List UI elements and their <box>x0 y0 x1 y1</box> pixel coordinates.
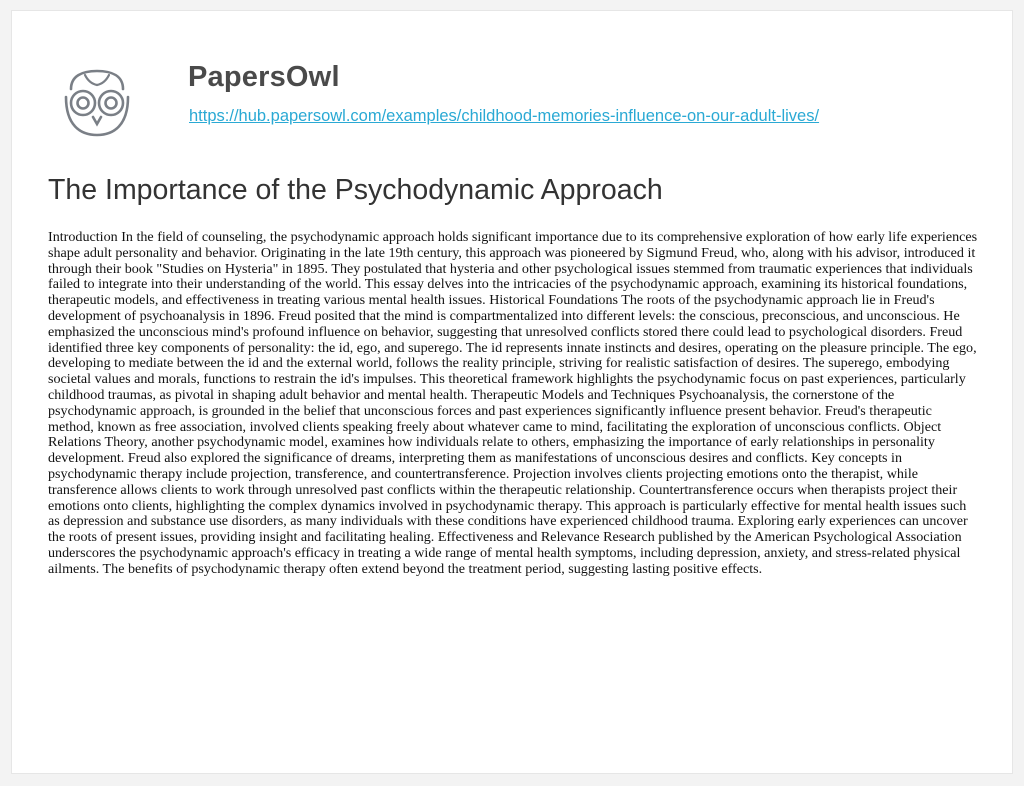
article-body: Introduction In the field of counseling, the psychodynamic approach holds significant importance due to its comprehensive exploration of how early life experiences shape adult personality and behavior. Originating in the late 19th century, this approach was pioneered by Sigmund Freud, who, along with his advisor, introduced it through their book "Studies on Hysteria" in 1895. They postulated that hysteria and other psychological issues stemmed from traumatic experiences that individuals failed to integrate into their understanding of the world. This essay delves into the intricacies of the psychodynamic approach, examining its historical foundations, therapeutic models, and effectiveness in treating various mental health issues. Historical Foundations The roots of the psychodynamic approach lie in Freud's development of psychoanalysis in 1896. Freud posited that the mind is compartmentalized into different levels: the conscious, preconscious, and unconscious. He emphasized the unconscious mind's profound influence on behavior, suggesting that unresolved conflicts stored there could lead to psychological disorders. Freud identified three key components of personality: the id, ego, and superego. The id represents innate instincts and desires, operating on the pleasure principle. The ego, developing to mediate between the id and the external world, follows the reality principle, striving for realistic satisfaction of desires. The superego, embodying societal values and morals, functions to restrain the id's impulses. This theoretical framework highlights the psychodynamic focus on past experiences, particularly childhood traumas, as pivotal in shaping adult behavior and mental health. Therapeutic Models and Techniques Psychoanalysis, the cornerstone of the psychodynamic approach, is grounded in the belief that unconscious forces and past experiences significantly influence present behavior. Freud's therapeutic method, known as free association, involved clients speaking freely about whatever came to mind, facilitating the exploration of unconscious conflicts. Object Relations Theory, another psychodynamic model, examines how individuals relate to others, emphasizing the importance of early relationships in personality development. Freud also explored the significance of dreams, interpreting them as manifestations of unconscious desires and conflicts. Key concepts in psychodynamic therapy include projection, transference, and countertransference. Projection involves clients projecting emotions onto the therapist, while transference allows clients to work through unresolved past conflicts within the therapeutic relationship. Countertransference occurs when therapists project their emotions onto clients, highlighting the complex dynamics involved in psychodynamic therapy. This approach is particularly effective for mental health issues such as depression and substance use disorders, as many individuals with these conditions have experienced childhood trauma. Exploring early experiences can uncover the roots of present issues, providing insight and facilitating healing. Effectiveness and Relevance Research published by the American Psychological Association underscores the psychodynamic approach's efficacy in treating a wide range of mental health symptoms, including depression, anxiety, and stress-related physical ailments. The benefits of psychodynamic therapy often extend beyond the treatment period, suggesting lasting positive effects. <box>48 229 978 577</box>
brand-name[interactable]: PapersOwl <box>188 61 340 93</box>
source-url-link[interactable]: https://hub.papersowl.com/examples/childhood-memories-influence-on-our-adult-lives/ <box>189 107 820 125</box>
page-title: The Importance of the Psychodynamic Approach <box>48 174 663 206</box>
owl-logo-icon <box>62 67 132 139</box>
document-page <box>11 10 1013 774</box>
page-header <box>48 45 988 155</box>
